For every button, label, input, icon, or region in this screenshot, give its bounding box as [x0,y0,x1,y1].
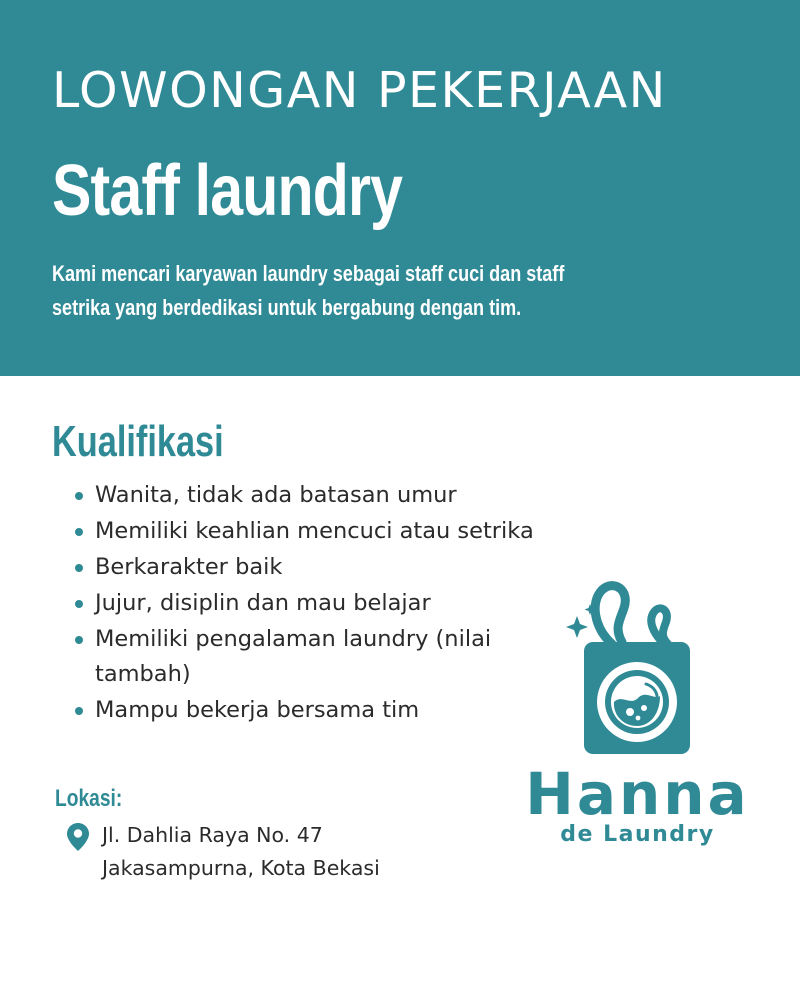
intro-line: Kami mencari karyawan laundry sebagai staff cuci dan staff [52,261,565,286]
bullet-icon [75,600,83,608]
intro-line: setrika yang berdedikasi untuk bergabung dengan tim. [52,295,522,320]
list-item-label: Wanita, tidak ada batasan umur [95,482,457,508]
list-item-label: Memiliki pengalaman laundry (nilai tambah) [95,626,492,687]
list-item [72,693,542,728]
job-position: Staff laundry [52,151,403,231]
list-item-label: Jujur, disiplin dan mau belajar [95,590,431,616]
bullet-icon [75,564,83,572]
washing-machine-icon [560,580,710,760]
list-item-label: Berkarakter baik [95,554,283,580]
qualifications-list [72,478,542,729]
address-line: Jl. Dahlia Raya No. 47 [102,823,323,847]
qualifications-heading: Kualifikasi [52,417,224,466]
header-banner [0,0,800,376]
page-title: LOWONGAN PEKERJAAN [52,62,667,119]
bullet-icon [75,636,83,644]
address [102,819,380,885]
bullet-icon [75,492,83,500]
list-item [72,622,542,692]
list-item [72,586,542,621]
brand-name: Hanna [525,760,750,828]
list-item [72,550,542,585]
brand-subtitle: de Laundry [560,822,715,847]
address-line: Jakasampurna, Kota Bekasi [102,856,380,880]
location-heading: Lokasi: [55,785,123,812]
list-item [72,514,542,549]
list-item [72,478,542,513]
intro-text [52,257,659,325]
bullet-icon [75,707,83,715]
list-item-label: Mampu bekerja bersama tim [95,697,420,723]
map-pin-icon [66,822,90,852]
list-item-label: Memiliki keahlian mencuci atau setrika [95,518,534,544]
bullet-icon [75,528,83,536]
